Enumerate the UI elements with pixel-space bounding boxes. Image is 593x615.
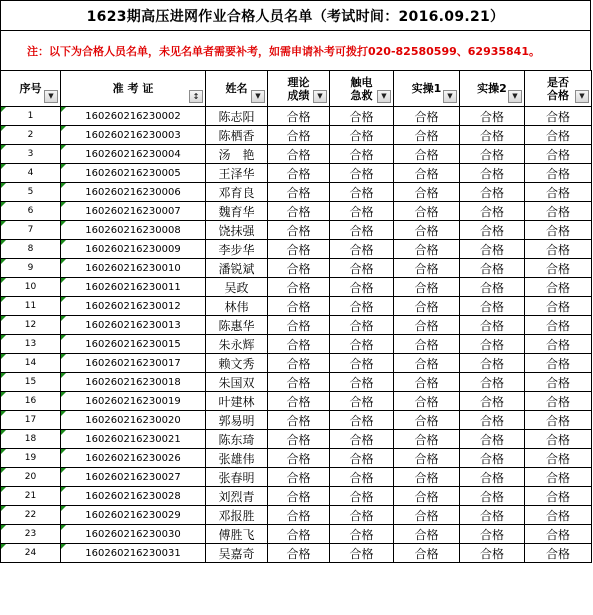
cell-seq[interactable]: 6 <box>1 202 61 221</box>
table-row <box>1 240 592 259</box>
cell-pass-status[interactable]: 合格 <box>525 468 592 487</box>
table-row <box>1 297 592 316</box>
cell-seq[interactable]: 4 <box>1 164 61 183</box>
cell-theory-result[interactable]: 合格 <box>268 525 330 544</box>
cell-name[interactable]: 李步华 <box>206 240 268 259</box>
cell-theory-result[interactable]: 合格 <box>268 145 330 164</box>
table-row <box>1 202 592 221</box>
cell-name[interactable]: 林伟 <box>206 297 268 316</box>
cell-first-aid-result[interactable]: 合格 <box>330 354 394 373</box>
cell-ticket-number[interactable]: 160260216230010 <box>61 259 206 278</box>
cell-seq[interactable]: 21 <box>1 487 61 506</box>
cell-practical2-result[interactable]: 合格 <box>460 221 525 240</box>
table-row <box>1 145 592 164</box>
cell-first-aid-result[interactable]: 合格 <box>330 316 394 335</box>
cell-pass-status[interactable]: 合格 <box>525 126 592 145</box>
cell-practical1-result[interactable]: 合格 <box>394 544 460 563</box>
cell-first-aid-result[interactable]: 合格 <box>330 259 394 278</box>
cell-first-aid-result[interactable]: 合格 <box>330 183 394 202</box>
cell-seq[interactable]: 7 <box>1 221 61 240</box>
cell-practical1-result[interactable]: 合格 <box>394 164 460 183</box>
cell-ticket-number[interactable]: 160260216230019 <box>61 392 206 411</box>
cell-pass-status[interactable]: 合格 <box>525 107 592 126</box>
cell-practical1-result[interactable]: 合格 <box>394 468 460 487</box>
cell-practical2-result[interactable]: 合格 <box>460 107 525 126</box>
cell-practical1-result[interactable]: 合格 <box>394 126 460 145</box>
cell-name[interactable]: 朱国双 <box>206 373 268 392</box>
column-header-label: 理论 成绩 <box>287 75 310 102</box>
cell-name[interactable]: 邓报胜 <box>206 506 268 525</box>
column-header-label: 是否 合格 <box>547 75 569 102</box>
cell-first-aid-result[interactable]: 合格 <box>330 468 394 487</box>
cell-name[interactable]: 朱永辉 <box>206 335 268 354</box>
cell-name[interactable]: 叶建林 <box>206 392 268 411</box>
table-row <box>1 487 592 506</box>
cell-practical2-result[interactable]: 合格 <box>460 297 525 316</box>
cell-first-aid-result[interactable]: 合格 <box>330 430 394 449</box>
cell-practical2-result[interactable]: 合格 <box>460 259 525 278</box>
column-header-label: 实操1 <box>411 82 442 95</box>
cell-practical1-result[interactable]: 合格 <box>394 525 460 544</box>
cell-practical1-result[interactable]: 合格 <box>394 240 460 259</box>
cell-name[interactable]: 邓育良 <box>206 183 268 202</box>
cell-seq[interactable]: 9 <box>1 259 61 278</box>
cell-practical1-result[interactable]: 合格 <box>394 392 460 411</box>
cell-ticket-number[interactable]: 160260216230029 <box>61 506 206 525</box>
cell-first-aid-result[interactable]: 合格 <box>330 487 394 506</box>
cell-pass-status[interactable]: 合格 <box>525 411 592 430</box>
filter-dropdown-icon[interactable]: ▼ <box>377 90 391 103</box>
cell-seq[interactable]: 24 <box>1 544 61 563</box>
cell-pass-status[interactable]: 合格 <box>525 544 592 563</box>
cell-name[interactable]: 吴政 <box>206 278 268 297</box>
cell-name[interactable]: 赖文秀 <box>206 354 268 373</box>
cell-seq[interactable]: 23 <box>1 525 61 544</box>
cell-practical2-result[interactable]: 合格 <box>460 487 525 506</box>
cell-practical2-result[interactable]: 合格 <box>460 392 525 411</box>
cell-practical2-result[interactable]: 合格 <box>460 354 525 373</box>
cell-theory-result[interactable]: 合格 <box>268 202 330 221</box>
column-header-label: 触电 急救 <box>350 75 373 102</box>
cell-ticket-number[interactable]: 160260216230013 <box>61 316 206 335</box>
cell-seq[interactable]: 16 <box>1 392 61 411</box>
cell-pass-status[interactable]: 合格 <box>525 335 592 354</box>
cell-practical1-result[interactable]: 合格 <box>394 449 460 468</box>
cell-practical2-result[interactable]: 合格 <box>460 449 525 468</box>
cell-first-aid-result[interactable]: 合格 <box>330 126 394 145</box>
table-row <box>1 525 592 544</box>
cell-theory-result[interactable]: 合格 <box>268 126 330 145</box>
cell-first-aid-result[interactable]: 合格 <box>330 449 394 468</box>
cell-practical2-result[interactable]: 合格 <box>460 525 525 544</box>
cell-first-aid-result[interactable]: 合格 <box>330 544 394 563</box>
cell-theory-result[interactable]: 合格 <box>268 449 330 468</box>
column-header-theory <box>268 71 330 107</box>
cell-theory-result[interactable]: 合格 <box>268 107 330 126</box>
cell-seq[interactable]: 20 <box>1 468 61 487</box>
cell-practical1-result[interactable]: 合格 <box>394 259 460 278</box>
cell-ticket-number[interactable]: 160260216230021 <box>61 430 206 449</box>
cell-first-aid-result[interactable]: 合格 <box>330 373 394 392</box>
cell-ticket-number[interactable]: 160260216230012 <box>61 297 206 316</box>
cell-ticket-number[interactable]: 160260216230027 <box>61 468 206 487</box>
table-row <box>1 544 592 563</box>
cell-practical2-result[interactable]: 合格 <box>460 411 525 430</box>
cell-theory-result[interactable]: 合格 <box>268 335 330 354</box>
cell-practical2-result[interactable]: 合格 <box>460 126 525 145</box>
cell-practical1-result[interactable]: 合格 <box>394 411 460 430</box>
table-body <box>1 107 592 563</box>
filter-dropdown-icon[interactable]: ▼ <box>313 90 327 103</box>
column-header-label: 姓名 <box>225 82 248 95</box>
cell-ticket-number[interactable]: 160260216230028 <box>61 487 206 506</box>
cell-ticket-number[interactable]: 160260216230002 <box>61 107 206 126</box>
cell-seq[interactable]: 10 <box>1 278 61 297</box>
cell-seq[interactable]: 15 <box>1 373 61 392</box>
cell-theory-result[interactable]: 合格 <box>268 373 330 392</box>
column-header-seq <box>1 71 61 107</box>
cell-practical1-result[interactable]: 合格 <box>394 202 460 221</box>
cell-practical1-result[interactable]: 合格 <box>394 373 460 392</box>
cell-practical2-result[interactable]: 合格 <box>460 373 525 392</box>
notice-text: 注：以下为合格人员名单，未见名单者需要补考，如需申请补考可拨打020-82580599、62935841。 <box>0 30 591 70</box>
cell-pass-status[interactable]: 合格 <box>525 487 592 506</box>
table-row <box>1 221 592 240</box>
filter-dropdown-icon[interactable]: ▼ <box>443 90 457 103</box>
column-header-pass <box>525 71 592 107</box>
cell-pass-status[interactable]: 合格 <box>525 297 592 316</box>
cell-theory-result[interactable]: 合格 <box>268 316 330 335</box>
cell-first-aid-result[interactable]: 合格 <box>330 392 394 411</box>
cell-theory-result[interactable]: 合格 <box>268 297 330 316</box>
cell-first-aid-result[interactable]: 合格 <box>330 335 394 354</box>
table-row <box>1 183 592 202</box>
table-row <box>1 316 592 335</box>
cell-seq[interactable]: 22 <box>1 506 61 525</box>
header-row <box>1 71 592 107</box>
table-row <box>1 126 592 145</box>
cell-seq[interactable]: 1 <box>1 107 61 126</box>
table-row <box>1 278 592 297</box>
cell-pass-status[interactable]: 合格 <box>525 525 592 544</box>
cell-theory-result[interactable]: 合格 <box>268 411 330 430</box>
cell-seq[interactable]: 2 <box>1 126 61 145</box>
column-header-shock <box>330 71 394 107</box>
cell-theory-result[interactable]: 合格 <box>268 240 330 259</box>
cell-practical2-result[interactable]: 合格 <box>460 335 525 354</box>
column-header-label: 序号 <box>19 82 42 95</box>
cell-name[interactable]: 陈栖香 <box>206 126 268 145</box>
cell-practical1-result[interactable]: 合格 <box>394 430 460 449</box>
cell-practical1-result[interactable]: 合格 <box>394 487 460 506</box>
column-header-label: 准 考 证 <box>112 82 154 95</box>
cell-pass-status[interactable]: 合格 <box>525 449 592 468</box>
cell-seq[interactable]: 5 <box>1 183 61 202</box>
cell-practical2-result[interactable]: 合格 <box>460 164 525 183</box>
cell-practical1-result[interactable]: 合格 <box>394 145 460 164</box>
cell-pass-status[interactable]: 合格 <box>525 373 592 392</box>
cell-first-aid-result[interactable]: 合格 <box>330 525 394 544</box>
cell-practical1-result[interactable]: 合格 <box>394 506 460 525</box>
cell-name[interactable]: 陈志阳 <box>206 107 268 126</box>
cell-first-aid-result[interactable]: 合格 <box>330 240 394 259</box>
cell-name[interactable]: 饶抹强 <box>206 221 268 240</box>
cell-name[interactable]: 王泽华 <box>206 164 268 183</box>
cell-ticket-number[interactable]: 160260216230020 <box>61 411 206 430</box>
sort-filter-icon[interactable]: ↕ <box>189 90 203 103</box>
column-header-name <box>206 71 268 107</box>
cell-pass-status[interactable]: 合格 <box>525 354 592 373</box>
cell-theory-result[interactable]: 合格 <box>268 544 330 563</box>
cell-practical2-result[interactable]: 合格 <box>460 240 525 259</box>
cell-first-aid-result[interactable]: 合格 <box>330 411 394 430</box>
table-row <box>1 164 592 183</box>
table-row <box>1 468 592 487</box>
cell-name[interactable]: 魏育华 <box>206 202 268 221</box>
cell-practical2-result[interactable]: 合格 <box>460 316 525 335</box>
cell-theory-result[interactable]: 合格 <box>268 487 330 506</box>
cell-first-aid-result[interactable]: 合格 <box>330 297 394 316</box>
cell-ticket-number[interactable]: 160260216230003 <box>61 126 206 145</box>
cell-name[interactable]: 陈东琦 <box>206 430 268 449</box>
cell-pass-status[interactable]: 合格 <box>525 240 592 259</box>
cell-pass-status[interactable]: 合格 <box>525 430 592 449</box>
cell-name[interactable]: 傅胜飞 <box>206 525 268 544</box>
table-row <box>1 449 592 468</box>
filter-dropdown-icon[interactable]: ▼ <box>575 90 589 103</box>
cell-ticket-number[interactable]: 160260216230008 <box>61 221 206 240</box>
cell-name[interactable]: 刘烈青 <box>206 487 268 506</box>
cell-first-aid-result[interactable]: 合格 <box>330 202 394 221</box>
cell-pass-status[interactable]: 合格 <box>525 183 592 202</box>
cell-practical1-result[interactable]: 合格 <box>394 183 460 202</box>
cell-ticket-number[interactable]: 160260216230004 <box>61 145 206 164</box>
cell-ticket-number[interactable]: 160260216230009 <box>61 240 206 259</box>
cell-practical2-result[interactable]: 合格 <box>460 544 525 563</box>
cell-first-aid-result[interactable]: 合格 <box>330 278 394 297</box>
column-header-label: 实操2 <box>477 82 507 95</box>
column-header-op1 <box>394 71 460 107</box>
table-row <box>1 373 592 392</box>
cell-practical1-result[interactable]: 合格 <box>394 354 460 373</box>
cell-practical1-result[interactable]: 合格 <box>394 221 460 240</box>
cell-seq[interactable]: 13 <box>1 335 61 354</box>
cell-theory-result[interactable]: 合格 <box>268 221 330 240</box>
cell-seq[interactable]: 18 <box>1 430 61 449</box>
cell-theory-result[interactable]: 合格 <box>268 430 330 449</box>
cell-pass-status[interactable]: 合格 <box>525 278 592 297</box>
cell-ticket-number[interactable]: 160260216230011 <box>61 278 206 297</box>
cell-practical2-result[interactable]: 合格 <box>460 506 525 525</box>
cell-seq[interactable]: 3 <box>1 145 61 164</box>
cell-pass-status[interactable]: 合格 <box>525 316 592 335</box>
cell-practical1-result[interactable]: 合格 <box>394 316 460 335</box>
table-row <box>1 506 592 525</box>
cell-practical2-result[interactable]: 合格 <box>460 278 525 297</box>
cell-pass-status[interactable]: 合格 <box>525 221 592 240</box>
cell-seq[interactable]: 8 <box>1 240 61 259</box>
cell-ticket-number[interactable]: 160260216230015 <box>61 335 206 354</box>
cell-pass-status[interactable]: 合格 <box>525 506 592 525</box>
cell-name[interactable]: 潘锐斌 <box>206 259 268 278</box>
cell-ticket-number[interactable]: 160260216230018 <box>61 373 206 392</box>
table-row <box>1 259 592 278</box>
cell-ticket-number[interactable]: 160260216230005 <box>61 164 206 183</box>
cell-name[interactable]: 张春明 <box>206 468 268 487</box>
cell-theory-result[interactable]: 合格 <box>268 354 330 373</box>
cell-practical1-result[interactable]: 合格 <box>394 335 460 354</box>
cell-name[interactable]: 汤 艳 <box>206 145 268 164</box>
cell-theory-result[interactable]: 合格 <box>268 468 330 487</box>
cell-pass-status[interactable]: 合格 <box>525 145 592 164</box>
cell-seq[interactable]: 17 <box>1 411 61 430</box>
cell-first-aid-result[interactable]: 合格 <box>330 145 394 164</box>
cell-theory-result[interactable]: 合格 <box>268 164 330 183</box>
cell-first-aid-result[interactable]: 合格 <box>330 107 394 126</box>
filter-dropdown-icon[interactable]: ▼ <box>44 90 58 103</box>
cell-name[interactable]: 郭易明 <box>206 411 268 430</box>
cell-theory-result[interactable]: 合格 <box>268 278 330 297</box>
cell-ticket-number[interactable]: 160260216230006 <box>61 183 206 202</box>
table-row <box>1 107 592 126</box>
cell-seq[interactable]: 11 <box>1 297 61 316</box>
cell-ticket-number[interactable]: 160260216230017 <box>61 354 206 373</box>
cell-seq[interactable]: 12 <box>1 316 61 335</box>
cell-seq[interactable]: 14 <box>1 354 61 373</box>
cell-practical2-result[interactable]: 合格 <box>460 468 525 487</box>
column-header-op2 <box>460 71 525 107</box>
sheet-title: 1623期高压进网作业合格人员名单（考试时间：2016.09.21） <box>0 0 591 30</box>
filter-dropdown-icon[interactable]: ▼ <box>508 90 522 103</box>
table-row <box>1 335 592 354</box>
cell-practical1-result[interactable]: 合格 <box>394 297 460 316</box>
results-table <box>0 70 592 563</box>
cell-practical1-result[interactable]: 合格 <box>394 278 460 297</box>
cell-practical2-result[interactable]: 合格 <box>460 430 525 449</box>
cell-practical2-result[interactable]: 合格 <box>460 183 525 202</box>
cell-first-aid-result[interactable]: 合格 <box>330 506 394 525</box>
cell-first-aid-result[interactable]: 合格 <box>330 221 394 240</box>
cell-theory-result[interactable]: 合格 <box>268 506 330 525</box>
cell-pass-status[interactable]: 合格 <box>525 392 592 411</box>
cell-seq[interactable]: 19 <box>1 449 61 468</box>
cell-pass-status[interactable]: 合格 <box>525 202 592 221</box>
table-row <box>1 392 592 411</box>
cell-first-aid-result[interactable]: 合格 <box>330 164 394 183</box>
table-row <box>1 430 592 449</box>
table-row <box>1 411 592 430</box>
cell-name[interactable]: 吴嘉奇 <box>206 544 268 563</box>
column-header-ticket <box>61 71 206 107</box>
cell-practical2-result[interactable]: 合格 <box>460 145 525 164</box>
cell-theory-result[interactable]: 合格 <box>268 259 330 278</box>
cell-pass-status[interactable]: 合格 <box>525 259 592 278</box>
cell-ticket-number[interactable]: 160260216230007 <box>61 202 206 221</box>
cell-practical2-result[interactable]: 合格 <box>460 202 525 221</box>
cell-ticket-number[interactable]: 160260216230026 <box>61 449 206 468</box>
filter-dropdown-icon[interactable]: ▼ <box>251 90 265 103</box>
cell-name[interactable]: 张雄伟 <box>206 449 268 468</box>
cell-name[interactable]: 陈惠华 <box>206 316 268 335</box>
cell-theory-result[interactable]: 合格 <box>268 183 330 202</box>
cell-ticket-number[interactable]: 160260216230031 <box>61 544 206 563</box>
table-row <box>1 354 592 373</box>
cell-practical1-result[interactable]: 合格 <box>394 107 460 126</box>
cell-ticket-number[interactable]: 160260216230030 <box>61 525 206 544</box>
cell-theory-result[interactable]: 合格 <box>268 392 330 411</box>
cell-pass-status[interactable]: 合格 <box>525 164 592 183</box>
